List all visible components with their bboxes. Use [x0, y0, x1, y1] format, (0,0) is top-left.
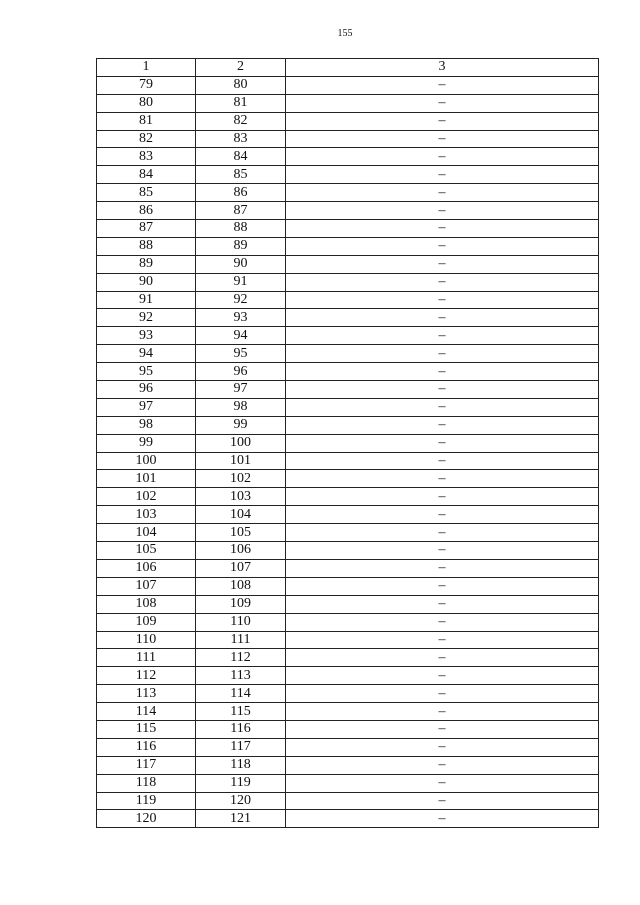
table-cell-col-2: 107 — [196, 559, 286, 577]
column-header-3: 3 — [286, 59, 599, 77]
table-cell-col-3: – — [286, 220, 599, 238]
table-cell-col-1: 116 — [97, 738, 196, 756]
table-cell-col-3: – — [286, 327, 599, 345]
column-header-1: 1 — [97, 59, 196, 77]
table-row — [97, 363, 599, 381]
table-row — [97, 613, 599, 631]
table-row — [97, 631, 599, 649]
table-row — [97, 309, 599, 327]
table-cell-col-2: 95 — [196, 345, 286, 363]
table-cell-col-1: 114 — [97, 703, 196, 721]
table-row — [97, 774, 599, 792]
table-cell-col-2: 91 — [196, 273, 286, 291]
table-row — [97, 434, 599, 452]
table-cell-col-2: 87 — [196, 202, 286, 220]
table-cell-col-2: 114 — [196, 685, 286, 703]
table-cell-col-2: 103 — [196, 488, 286, 506]
table-cell-col-1: 79 — [97, 76, 196, 94]
column-header-2: 2 — [196, 59, 286, 77]
table-cell-col-3: – — [286, 76, 599, 94]
table-cell-col-1: 112 — [97, 667, 196, 685]
table-cell-col-2: 94 — [196, 327, 286, 345]
table-cell-col-3: – — [286, 291, 599, 309]
table-cell-col-1: 120 — [97, 810, 196, 828]
table-row — [97, 452, 599, 470]
table-cell-col-1: 88 — [97, 237, 196, 255]
table-cell-col-3: – — [286, 130, 599, 148]
table-row — [97, 542, 599, 560]
table-cell-col-1: 90 — [97, 273, 196, 291]
table-cell-col-2: 119 — [196, 774, 286, 792]
table-cell-col-1: 119 — [97, 792, 196, 810]
table-cell-col-1: 102 — [97, 488, 196, 506]
table-cell-col-3: – — [286, 685, 599, 703]
table-cell-col-3: – — [286, 148, 599, 166]
table-cell-col-2: 120 — [196, 792, 286, 810]
table-cell-col-2: 89 — [196, 237, 286, 255]
table-cell-col-3: – — [286, 273, 599, 291]
table-cell-col-3: – — [286, 631, 599, 649]
table-row — [97, 810, 599, 828]
table-cell-col-2: 109 — [196, 595, 286, 613]
table-row — [97, 524, 599, 542]
table-cell-col-2: 92 — [196, 291, 286, 309]
table-cell-col-1: 86 — [97, 202, 196, 220]
table-cell-col-1: 93 — [97, 327, 196, 345]
table-cell-col-3: – — [286, 756, 599, 774]
table-cell-col-2: 116 — [196, 720, 286, 738]
table-cell-col-3: – — [286, 416, 599, 434]
table-cell-col-3: – — [286, 792, 599, 810]
table-row — [97, 595, 599, 613]
table-cell-col-1: 92 — [97, 309, 196, 327]
table-cell-col-3: – — [286, 577, 599, 595]
table-cell-col-2: 82 — [196, 112, 286, 130]
table-cell-col-2: 112 — [196, 649, 286, 667]
table-row — [97, 685, 599, 703]
table-cell-col-2: 102 — [196, 470, 286, 488]
table-cell-col-2: 110 — [196, 613, 286, 631]
table-cell-col-1: 80 — [97, 94, 196, 112]
table-cell-col-1: 109 — [97, 613, 196, 631]
table-row — [97, 488, 599, 506]
table-cell-col-3: – — [286, 452, 599, 470]
table-cell-col-2: 104 — [196, 506, 286, 524]
table-cell-col-3: – — [286, 506, 599, 524]
table-cell-col-3: – — [286, 202, 599, 220]
table-cell-col-1: 94 — [97, 345, 196, 363]
table-cell-col-2: 85 — [196, 166, 286, 184]
table-row — [97, 416, 599, 434]
table-cell-col-3: – — [286, 774, 599, 792]
table-cell-col-2: 118 — [196, 756, 286, 774]
table-row — [97, 273, 599, 291]
table-cell-col-1: 100 — [97, 452, 196, 470]
table-cell-col-1: 105 — [97, 542, 196, 560]
table-row — [97, 792, 599, 810]
table-cell-col-3: – — [286, 595, 599, 613]
table-cell-col-2: 106 — [196, 542, 286, 560]
table-cell-col-1: 101 — [97, 470, 196, 488]
table-row — [97, 94, 599, 112]
table-cell-col-1: 98 — [97, 416, 196, 434]
table-cell-col-3: – — [286, 94, 599, 112]
table-cell-col-3: – — [286, 381, 599, 399]
table-cell-col-1: 84 — [97, 166, 196, 184]
table-cell-col-3: – — [286, 810, 599, 828]
table-cell-col-1: 83 — [97, 148, 196, 166]
table-cell-col-1: 89 — [97, 255, 196, 273]
table-row — [97, 381, 599, 399]
table-cell-col-2: 96 — [196, 363, 286, 381]
table-row — [97, 398, 599, 416]
table-cell-col-2: 111 — [196, 631, 286, 649]
table-row — [97, 559, 599, 577]
data-table — [96, 58, 599, 828]
table-header — [97, 59, 599, 77]
table-row — [97, 649, 599, 667]
table-cell-col-1: 85 — [97, 184, 196, 202]
table-row — [97, 130, 599, 148]
table-cell-col-3: – — [286, 470, 599, 488]
table-cell-col-2: 115 — [196, 703, 286, 721]
table-cell-col-3: – — [286, 720, 599, 738]
table-row — [97, 255, 599, 273]
table-cell-col-1: 91 — [97, 291, 196, 309]
table-cell-col-3: – — [286, 398, 599, 416]
table-cell-col-2: 100 — [196, 434, 286, 452]
table-cell-col-1: 111 — [97, 649, 196, 667]
table-row — [97, 291, 599, 309]
table-cell-col-1: 87 — [97, 220, 196, 238]
table-cell-col-3: – — [286, 649, 599, 667]
table-row — [97, 166, 599, 184]
table-cell-col-3: – — [286, 434, 599, 452]
table-row — [97, 703, 599, 721]
table-cell-col-1: 115 — [97, 720, 196, 738]
table-cell-col-2: 108 — [196, 577, 286, 595]
table-cell-col-1: 106 — [97, 559, 196, 577]
table-row — [97, 202, 599, 220]
table-body — [97, 76, 599, 827]
table-cell-col-1: 97 — [97, 398, 196, 416]
table-cell-col-3: – — [286, 559, 599, 577]
table-cell-col-2: 117 — [196, 738, 286, 756]
table-cell-col-1: 81 — [97, 112, 196, 130]
table-cell-col-1: 107 — [97, 577, 196, 595]
table-cell-col-2: 84 — [196, 148, 286, 166]
table-cell-col-3: – — [286, 345, 599, 363]
table-cell-col-3: – — [286, 309, 599, 327]
table-cell-col-3: – — [286, 542, 599, 560]
table-cell-col-3: – — [286, 613, 599, 631]
table-cell-col-2: 121 — [196, 810, 286, 828]
table-row — [97, 237, 599, 255]
table-row — [97, 470, 599, 488]
table-row — [97, 756, 599, 774]
header-row — [97, 59, 599, 77]
table-cell-col-2: 88 — [196, 220, 286, 238]
table-cell-col-1: 95 — [97, 363, 196, 381]
table-row — [97, 345, 599, 363]
table-cell-col-3: – — [286, 738, 599, 756]
table-cell-col-1: 96 — [97, 381, 196, 399]
table-cell-col-1: 108 — [97, 595, 196, 613]
table-row — [97, 577, 599, 595]
table-row — [97, 667, 599, 685]
table-cell-col-3: – — [286, 488, 599, 506]
table-cell-col-3: – — [286, 255, 599, 273]
table-row — [97, 76, 599, 94]
table-cell-col-2: 113 — [196, 667, 286, 685]
table-cell-col-2: 93 — [196, 309, 286, 327]
table-cell-col-1: 117 — [97, 756, 196, 774]
table-cell-col-3: – — [286, 667, 599, 685]
table-cell-col-1: 110 — [97, 631, 196, 649]
table-cell-col-1: 82 — [97, 130, 196, 148]
table-cell-col-1: 104 — [97, 524, 196, 542]
table-row — [97, 184, 599, 202]
table-cell-col-2: 105 — [196, 524, 286, 542]
table-cell-col-2: 86 — [196, 184, 286, 202]
table-cell-col-2: 98 — [196, 398, 286, 416]
table-cell-col-3: – — [286, 166, 599, 184]
table-row — [97, 220, 599, 238]
page-number: 155 — [337, 28, 353, 39]
table-cell-col-2: 101 — [196, 452, 286, 470]
table-cell-col-2: 81 — [196, 94, 286, 112]
table-cell-col-3: – — [286, 112, 599, 130]
table-cell-col-3: – — [286, 703, 599, 721]
table-cell-col-2: 99 — [196, 416, 286, 434]
table-row — [97, 738, 599, 756]
table-cell-col-1: 113 — [97, 685, 196, 703]
table-cell-col-1: 118 — [97, 774, 196, 792]
table-cell-col-1: 99 — [97, 434, 196, 452]
table-cell-col-1: 103 — [97, 506, 196, 524]
table-cell-col-2: 80 — [196, 76, 286, 94]
table-cell-col-2: 97 — [196, 381, 286, 399]
table-cell-col-2: 90 — [196, 255, 286, 273]
table-row — [97, 506, 599, 524]
table-cell-col-3: – — [286, 184, 599, 202]
table-cell-col-3: – — [286, 524, 599, 542]
table-row — [97, 148, 599, 166]
table-cell-col-3: – — [286, 363, 599, 381]
table-cell-col-3: – — [286, 237, 599, 255]
table-row — [97, 327, 599, 345]
table-cell-col-2: 83 — [196, 130, 286, 148]
table-row — [97, 720, 599, 738]
table-row — [97, 112, 599, 130]
